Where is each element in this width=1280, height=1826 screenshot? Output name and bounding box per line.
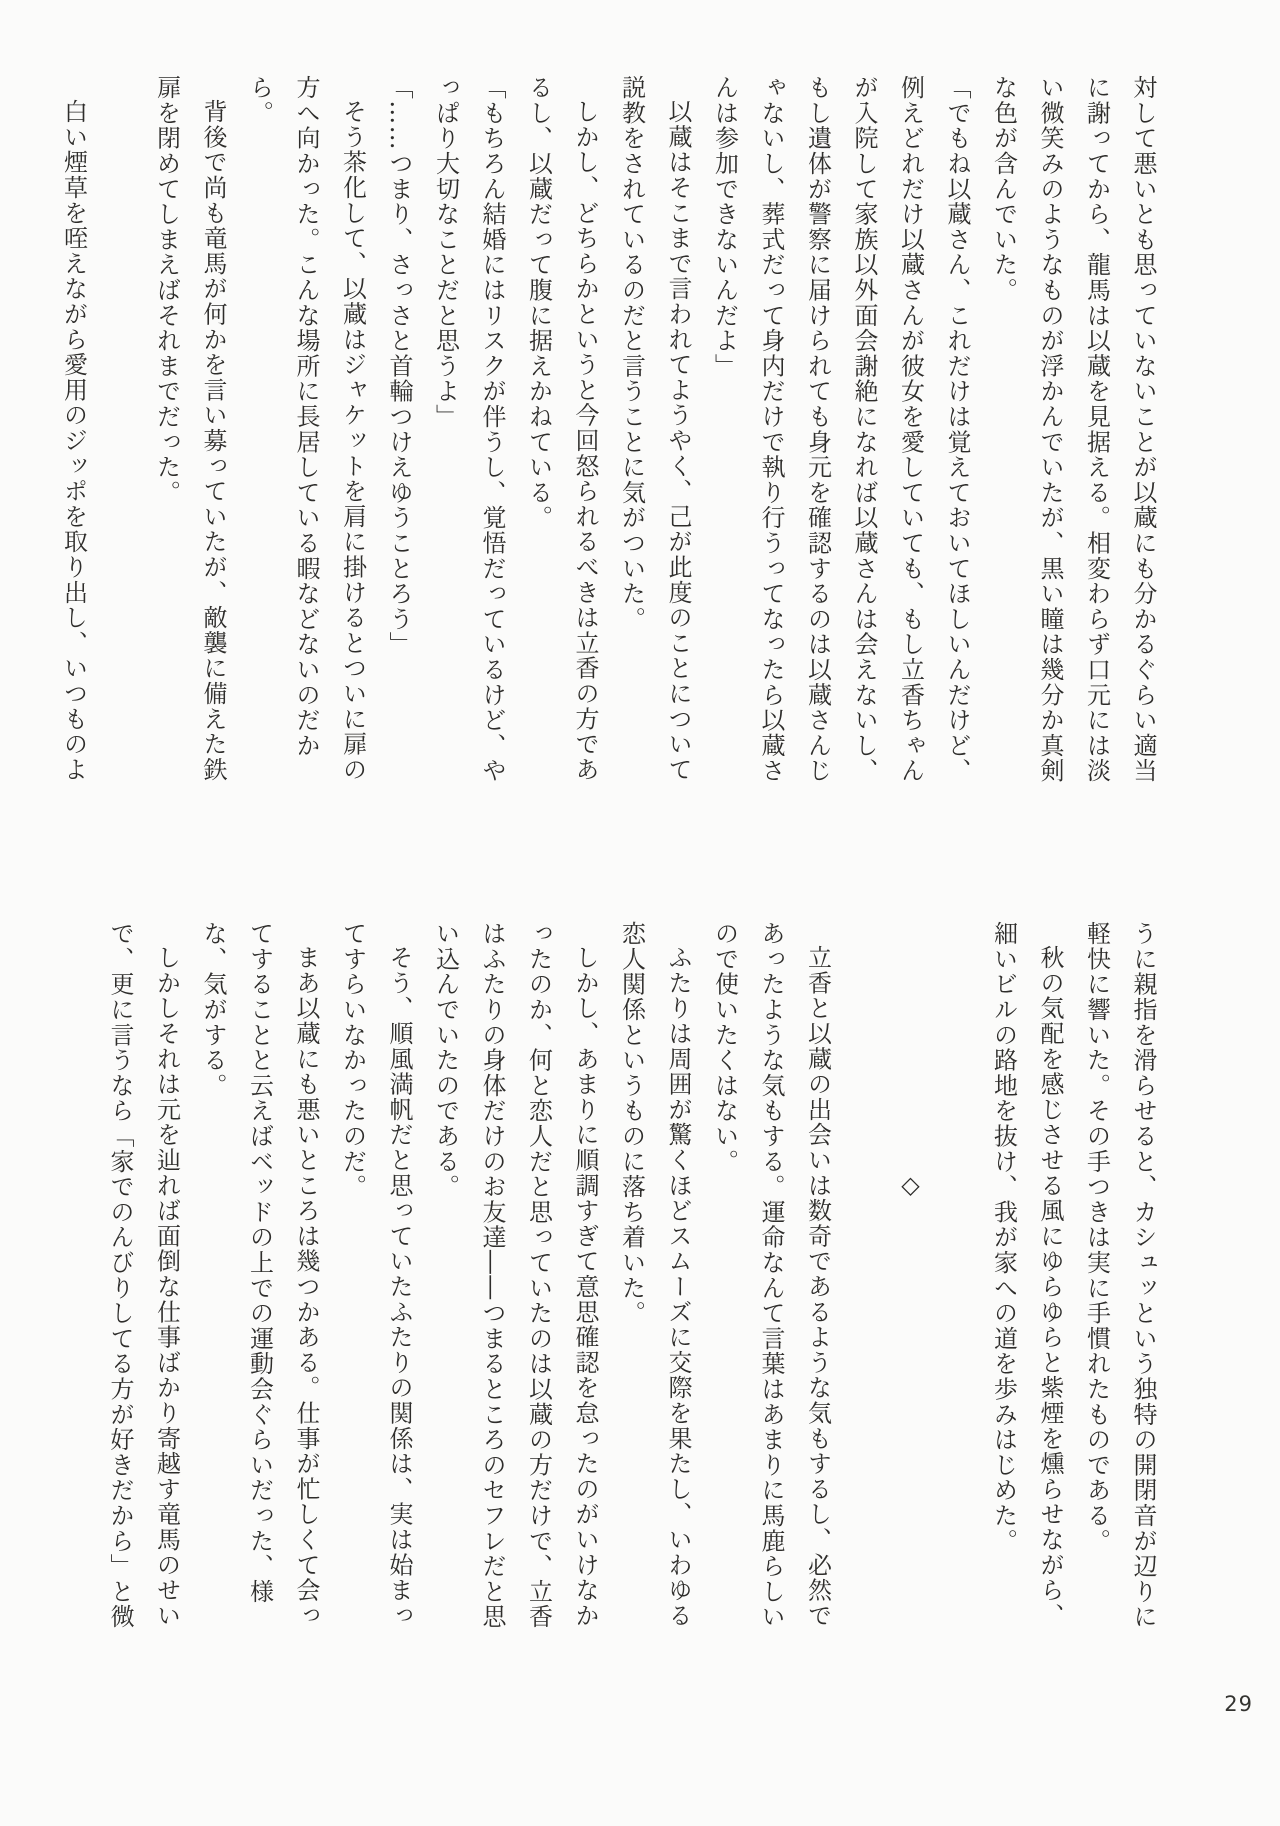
section-divider: ◇ <box>896 1171 925 1201</box>
paragraph: まあ以蔵にも悪いところは幾つかある。仕事が忙しくて会ってすることと云えばベッドの上での運動会ぐらいだった、様な、気がする。 <box>199 921 320 1629</box>
paragraph: しかし、あまりに順調すぎて意思確認を怠ったのがいけなかったのか、何と恋人だと思っていたのは以蔵の方だけで、立香はふたりの身体だけのお友達――つまるところのセフレだと思い込んでいたのである。 <box>431 921 599 1630</box>
paragraph: 立香と以蔵の出会いは数奇であるような気もするし、必然であったような気もする。運命なんて言葉はあまりに馬鹿らしいので使いたくはない。 <box>710 921 832 1630</box>
paragraph: 「もちろん結婚にはリスクが伴うし、覚悟だっているけど、やっぱり大切なことだと思うよ」 <box>431 75 506 784</box>
top-text-block <box>50 75 1166 787</box>
paragraph: 秋の気配を感じさせる風にゆらゆらと紫煙を燻らせながら、細いビルの路地を抜け、我が家への道を歩みはじめた。 <box>989 921 1064 1629</box>
paragraph: そう、順風満帆だと思っていたふたりの関係は、実は始まってすらいなかったのだ。 <box>338 921 413 1629</box>
paragraph: 「でもね以蔵さん、これだけは覚えておいてほしいんだけど、例えどれだけ以蔵さんが彼女を愛していても、もし立香ちゃんが入院して家族以外面会謝絶になれば以蔵さんは会えないし、もし遺体が警察に届けられても身元を確認するのは以蔵さんじゃないし、葬式だって身内だけで執り行うってなったら以蔵さんは参加できないんだよ」 <box>710 75 971 784</box>
column-gap <box>841 921 888 1633</box>
column-gap <box>934 921 981 1633</box>
paragraph: 「……つまり、さっさと首輪つけえゆうことろう」 <box>385 75 413 657</box>
bottom-text-block <box>97 921 1167 1633</box>
paragraph: 対して悪いとも思っていないことが以蔵にも分かるぐらい適当に謝ってから、龍馬は以蔵を見据える。相変わらず口元には淡い微笑みのようなものが浮かんでいたが、黒い瞳は幾分か真剣な色が含んでいた。 <box>989 75 1157 784</box>
paragraph: 背後で尚も竜馬が何かを言い募っていたが、敵襲に備えた鉄扉を閉めてしまえばそれまでだった。 <box>152 75 227 783</box>
paragraph: しかしそれは元を辿れば面倒な仕事ばかり寄越す竜馬のせいで、更に言うなら「家でのんびりしてる方が好きだから」と微 <box>106 921 181 1630</box>
paragraph: そう茶化して、以蔵はジャケットを肩に掛けるとついに扉の方へ向かった。こんな場所に長居している暇などないのだから。 <box>245 75 367 783</box>
column-gap <box>97 75 144 787</box>
paragraph: うに親指を滑らせると、カシュッという独特の開閉音が辺りに軽快に響いた。その手つきは実に手慣れたものである。 <box>1082 921 1157 1630</box>
paragraph: 以蔵はそこまで言われてようやく、己が此度のことについて説教をされているのだと言うことに気がついた。 <box>617 75 692 783</box>
paragraph: ふたりは周囲が驚くほどスムーズに交際を果たし、いわゆる恋人関係というものに落ち着いた。 <box>617 921 692 1629</box>
paragraph: 白い煙草を咥えながら愛用のジッポを取り出し、いつものよ <box>59 99 88 783</box>
paragraph: しかし、どちらかというと今回怒られるべきは立香の方であるし、以蔵だって腹に据えかねている。 <box>524 75 599 783</box>
page-number: 29 <box>1224 1692 1253 1716</box>
